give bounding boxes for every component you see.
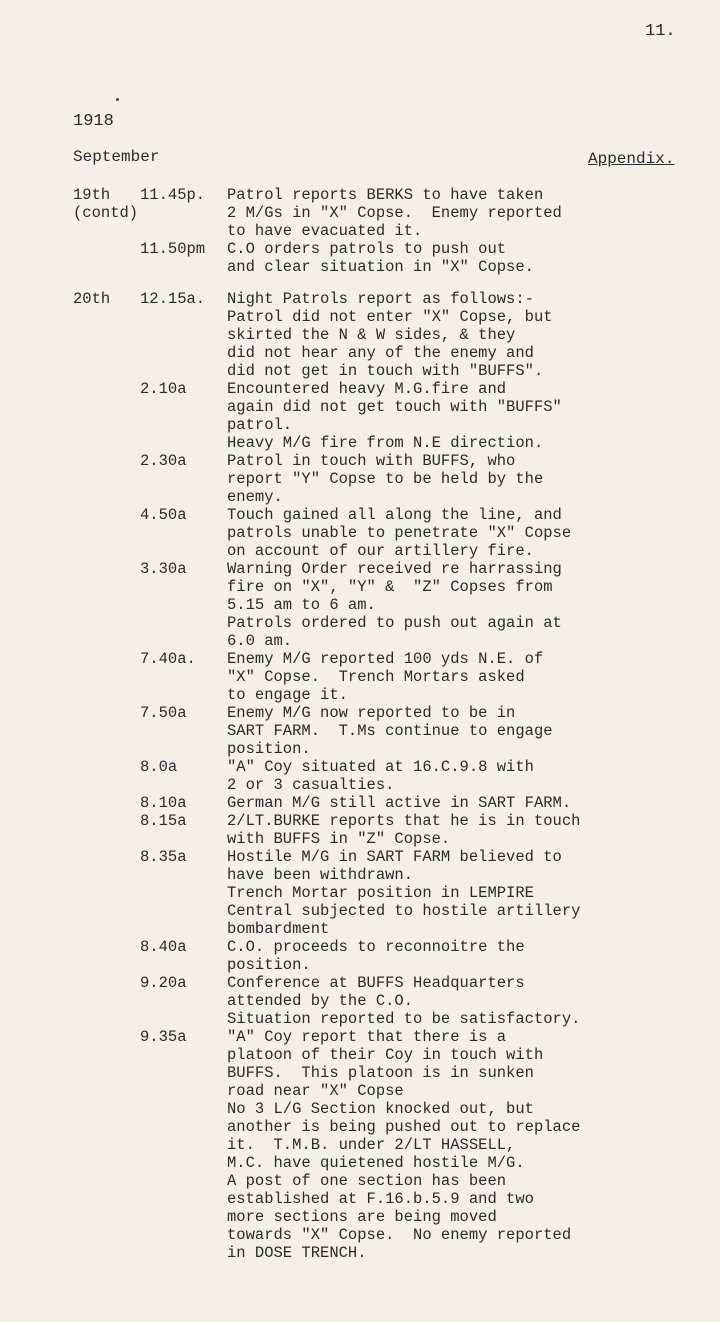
entry-text: Hostile M/G in SART FARM believed to have been withdrawn. Trench Mortar position in LEMPIRE Central subjected to hostile artillery bombardment xyxy=(227,848,581,938)
entry-text: "A" Coy situated at 16.C.9.8 with 2 or 3 casualties. xyxy=(227,758,534,794)
entry-time: 4.50a xyxy=(140,506,187,524)
month-heading: September xyxy=(73,148,160,166)
entry-text: Patrol in touch with BUFFS, who report "Y" Copse to be held by the enemy. xyxy=(227,452,544,506)
entry-text: Patrol reports BERKS to have taken 2 M/Gs in "X" Copse. Enemy reported to have evacuated it. xyxy=(227,186,562,240)
entry-time: 8.40a xyxy=(140,938,187,956)
entry-text: Enemy M/G now reported to be in SART FARM. T.Ms continue to engage position. xyxy=(227,704,553,758)
entry-text: German M/G still active in SART FARM. xyxy=(227,794,572,812)
entry-time: 9.35a xyxy=(140,1028,187,1046)
year-heading: 1918 xyxy=(73,112,114,131)
entry-text: 2/LT.BURKE reports that he is in touch with BUFFS in "Z" Copse. xyxy=(227,812,581,848)
entry-text: C.O orders patrols to push out and clear situation in "X" Copse. xyxy=(227,240,534,276)
appendix-heading: Appendix. xyxy=(588,150,675,168)
entry-text: Conference at BUFFS Headquarters attended by the C.O. Situation reported to be satisfactory. xyxy=(227,974,581,1028)
entry-time: 9.20a xyxy=(140,974,187,992)
entry-time: 8.35a xyxy=(140,848,187,866)
entry-time: 2.30a xyxy=(140,452,187,470)
entry-time: 11.50pm xyxy=(140,240,206,258)
page-number: 11. xyxy=(645,22,676,41)
entry-time: 8.15a xyxy=(140,812,187,830)
entry-text: Encountered heavy M.G.fire and again did not get touch with "BUFFS" patrol. Heavy M/G fire from N.E direction. xyxy=(227,380,562,452)
entry-time: 11.45p. xyxy=(140,186,206,204)
entry-text: Touch gained all along the line, and patrols unable to penetrate "X" Copse on account of our artillery fire. xyxy=(227,506,572,560)
entry-time: 8.10a xyxy=(140,794,187,812)
entry-time: 7.40a. xyxy=(140,650,196,668)
entry-text: "A" Coy report that there is a platoon of their Coy in touch with BUFFS. This platoon is in sunken road near "X" Copse No 3 L/G Section knocked out, but another is being pushed out to replace it. T.M.B. under 2/LT HASSELL, M.C. have quietened hostile M/G. A post of one section has been established at F.16.b.5.9 and two more sections are being moved towards "X" Copse. No enemy reported in DOSE TRENCH. xyxy=(227,1028,581,1262)
entry-time: 3.30a xyxy=(140,560,187,578)
entry-text: Night Patrols report as follows:- Patrol did not enter "X" Copse, but skirted the N & W sides, & they did not hear any of the enemy and did not get in touch with "BUFFS". xyxy=(227,290,553,380)
entry-text: Warning Order received re harrassing fire on "X", "Y" & "Z" Copses from 5.15 am to 6 am. Patrols ordered to push out again at 6.0 am. xyxy=(227,560,562,650)
entry-time: 7.50a xyxy=(140,704,187,722)
ink-speck xyxy=(116,98,119,101)
entry-time: 2.10a xyxy=(140,380,187,398)
entry-day: 19th (contd) xyxy=(73,186,139,222)
entry-day: 20th xyxy=(73,290,111,308)
entry-text: C.O. proceeds to reconnoitre the position. xyxy=(227,938,525,974)
entry-time: 12.15a. xyxy=(140,290,206,308)
entry-text: Enemy M/G reported 100 yds N.E. of "X" Copse. Trench Mortars asked to engage it. xyxy=(227,650,544,704)
entry-time: 8.0a xyxy=(140,758,178,776)
